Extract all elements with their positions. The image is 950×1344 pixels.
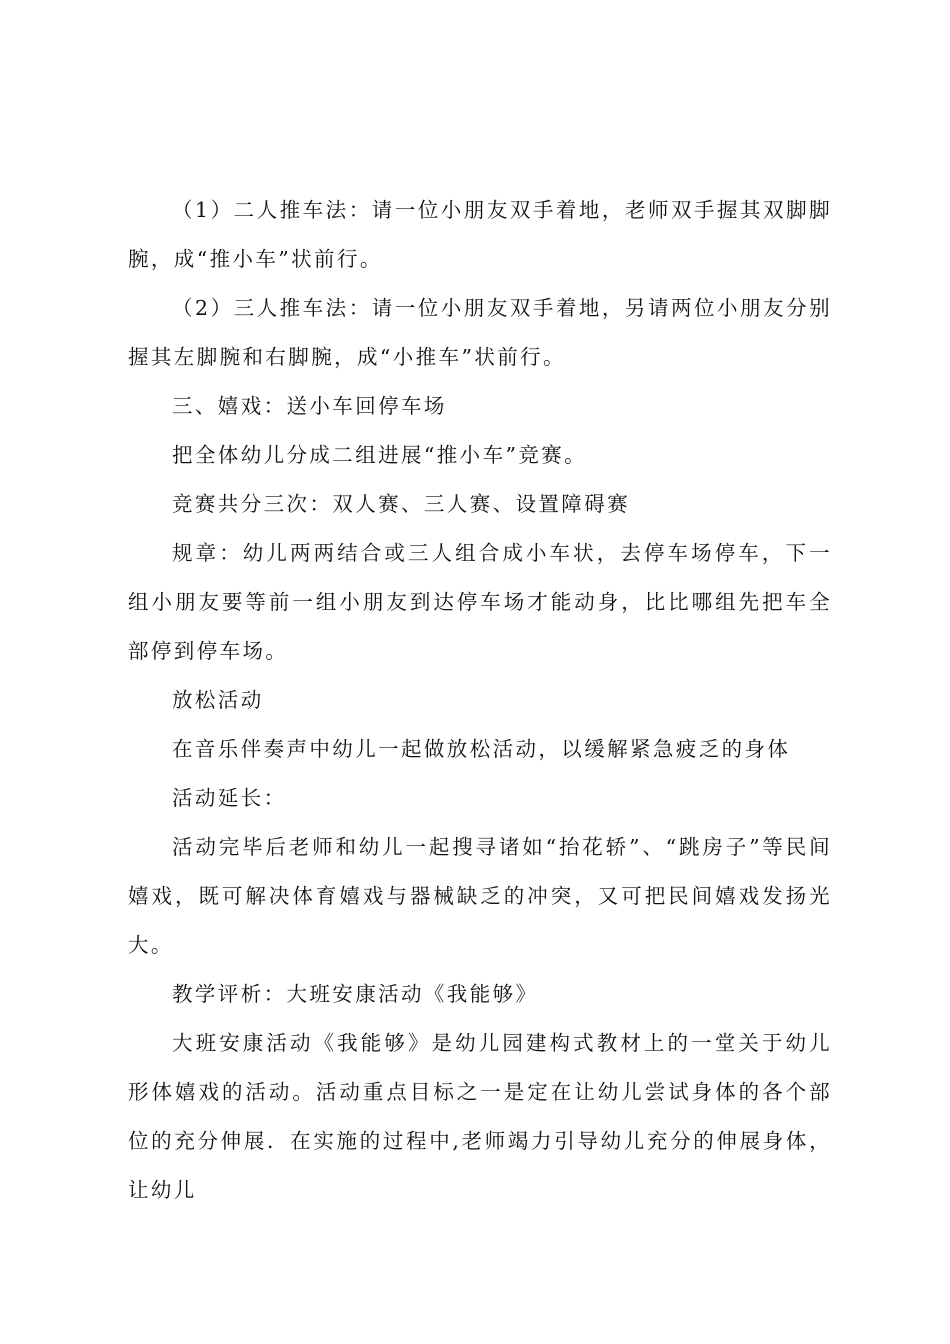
paragraph-extension: 活动完毕后老师和幼儿一起搜寻诸如“抬花轿”、“跳房子”等民间嬉戏，既可解决体育嬉戏与器械缺乏的冲突，又可把民间嬉戏发扬光大。	[128, 835, 832, 957]
paragraph-three-person-cart: （2）三人推车法：请一位小朋友双手着地，另请两位小朋友分别握其左脚腕和右脚腕，成“小推车”状前行。	[128, 296, 832, 369]
section-heading-relax: 放松活动	[172, 688, 264, 712]
section-heading-game: 三、嬉戏：送小车回停车场	[172, 394, 447, 418]
section-heading-evaluation: 教学评析：大班安康活动《我能够》	[172, 982, 539, 1006]
paragraph-evaluation: 大班安康活动《我能够》是幼儿园建构式教材上的一堂关于幼儿形体嬉戏的活动。活动重点目标之一是定在让幼儿尝试身体的各个部位的充分伸展．在实施的过程中,老师竭力引导幼儿充分的伸展身体，让幼儿	[128, 1031, 832, 1202]
paragraph-groups: 把全体幼儿分成二组进展“推小车”竞赛。	[172, 443, 588, 467]
paragraph-two-person-cart: （1）二人推车法：请一位小朋友双手着地，老师双手握其双脚脚腕，成“推小车”状前行。	[128, 198, 832, 271]
paragraph-rounds: 竞赛共分三次：双人赛、三人赛、设置障碍赛	[172, 492, 630, 516]
paragraph-relax: 在音乐伴奏声中幼儿一起做放松活动，以缓解紧急疲乏的身体	[172, 737, 791, 761]
paragraph-rules: 规章：幼儿两两结合或三人组合成小车状，去停车场停车，下一组小朋友要等前一组小朋友到达停车场才能动身，比比哪组先把车全部停到停车场。	[128, 541, 832, 663]
document-body	[128, 186, 832, 1215]
section-heading-extension: 活动延长：	[172, 786, 287, 810]
